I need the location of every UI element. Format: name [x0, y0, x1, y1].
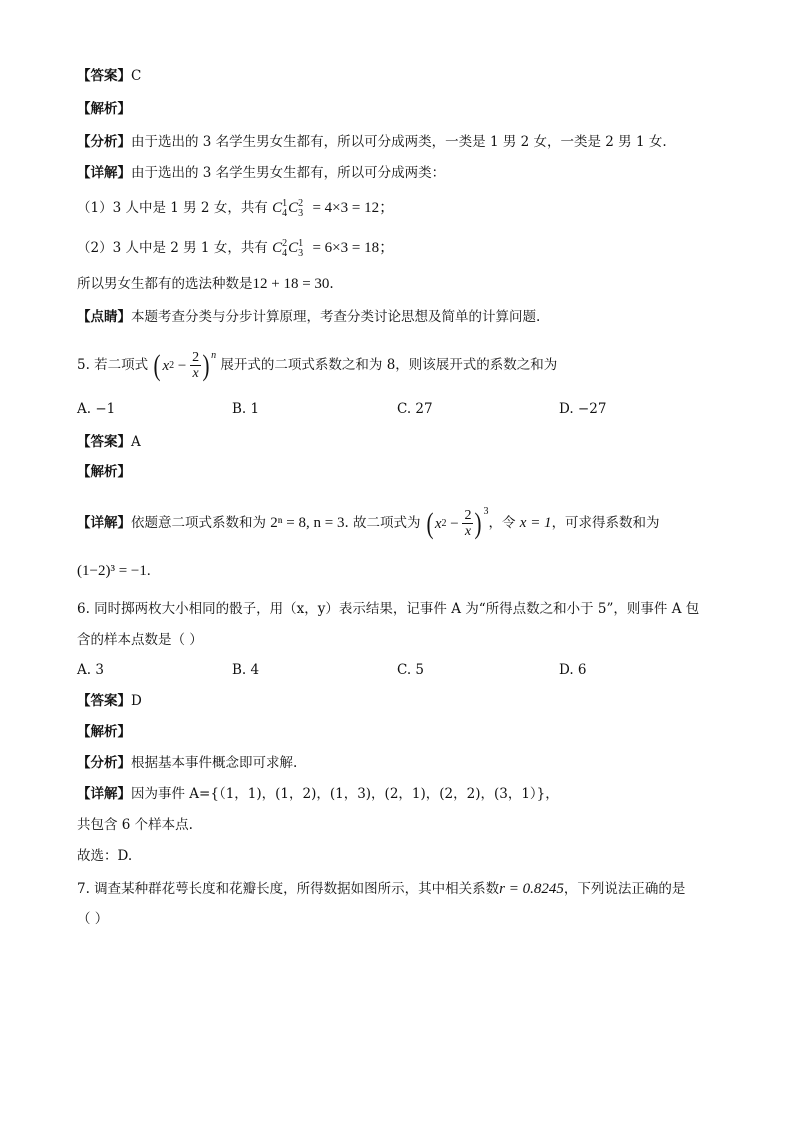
q6-option-b: B. 4: [232, 662, 260, 678]
q6-option-c: C. 5: [397, 662, 425, 678]
question-5: 5. 若二项式 ( x 2 − $\frac{2}{x}$ ) $^n$ 展开式的二项式系数之和为 8，则该展开式的系数之和为: [77, 348, 558, 382]
analysis-line: [77, 132, 667, 152]
q5-answer-value: A: [131, 434, 141, 450]
comment-line: [77, 307, 540, 327]
q5-result: (1−2)³ = −1.: [77, 563, 151, 579]
q6-detail-line: 【详解】因为事件 A={（1，1)，(1，2)，(1，3)，(2，1)，(2，2)，(3，1）}，: [77, 786, 559, 802]
q5-option-d: D. −27: [559, 401, 607, 417]
binomial-expression: ( x 2 − $\frac{2}{x}$ ) $^n$: [153, 348, 217, 382]
q6-option-a: A. 3: [77, 662, 104, 678]
q6-jiexi-heading: 【解析】: [77, 724, 131, 740]
q6-analysis-line: 【分析】根据基本事件概念即可求解.: [77, 755, 298, 771]
q6-answer-value: D: [131, 693, 142, 709]
total-line: 所以男女生都有的选法种数是12 + 18 = 30.: [77, 276, 334, 292]
answer-line: [77, 66, 141, 86]
analysis-text: 由于选出的 3 名学生男女生都有，所以可分成两类，一类是 1 男 2 女，一类是 2 男 1 女.: [131, 134, 667, 150]
binomial-expression-cubed: ( x 2 − $\frac{2}{x}$ ) $^3$: [426, 505, 489, 540]
q5-option-b: B. 1: [232, 401, 260, 417]
case-1-line: （1）3 人中是 1 男 2 女，共有 $C_4^1C_3^2 = 4\times 3 = 12$；: [77, 198, 395, 219]
q6-select-line: 故选：D.: [77, 848, 133, 864]
q6-count-line: 共包含 6 个样本点.: [77, 817, 193, 833]
q5-option-c: C. 27: [397, 401, 433, 417]
analysis-tag: 【分析】: [77, 134, 131, 150]
detail-tag: 【详解】: [77, 165, 131, 181]
q5-answer-line: 【答案】A: [77, 434, 141, 450]
question-6-line-2: 含的样本点数是（ ）: [77, 632, 203, 648]
question-7-line-1: 7. 调查某种群花萼长度和花瓣长度，所得数据如图所示，其中相关系数r = 0.8245，下列说法正确的是: [77, 881, 686, 897]
combination-formula: $C_4^1C_3^2$: [272, 198, 304, 219]
question-6-line-1: 6. 同时掷两枚大小相同的骰子，用（x，y）表示结果，记事件 A 为“所得点数之和小于 5”，则事件 A 包: [77, 601, 700, 617]
answer-value: C: [131, 68, 142, 84]
comment-text: 本题考查分类与分步计算原理，考查分类讨论思想及简单的计算问题.: [131, 309, 541, 325]
detail-text: 由于选出的 3 名学生男女生都有，所以可分成两类：: [131, 165, 446, 181]
combination-formula: $C_4^2C_3^1$: [272, 238, 304, 259]
q5-detail-line: 【详解】依题意二项式系数和为 2ⁿ = 8, n = 3. 故二项式为 ( x 2 − $\frac{2}{x}$ ) $^3$ ，令 x = 1，可求得系数和为: [77, 505, 660, 540]
q6-answer-line: 【答案】D: [77, 693, 142, 709]
q6-option-d: D. 6: [559, 662, 587, 678]
question-7-line-2: （ ）: [77, 911, 109, 927]
jiexi-heading: 【解析】: [77, 101, 131, 117]
case-2-line: （2）3 人中是 2 男 1 女，共有 $C_4^2C_3^1 = 6\times 3 = 18$；: [77, 238, 395, 259]
answer-tag: 【答案】: [77, 68, 131, 84]
q5-option-a: A. −1: [77, 401, 116, 417]
detail-line: [77, 163, 445, 183]
comment-tag: 【点睛】: [77, 309, 131, 325]
q5-jiexi-heading: 【解析】: [77, 464, 131, 480]
